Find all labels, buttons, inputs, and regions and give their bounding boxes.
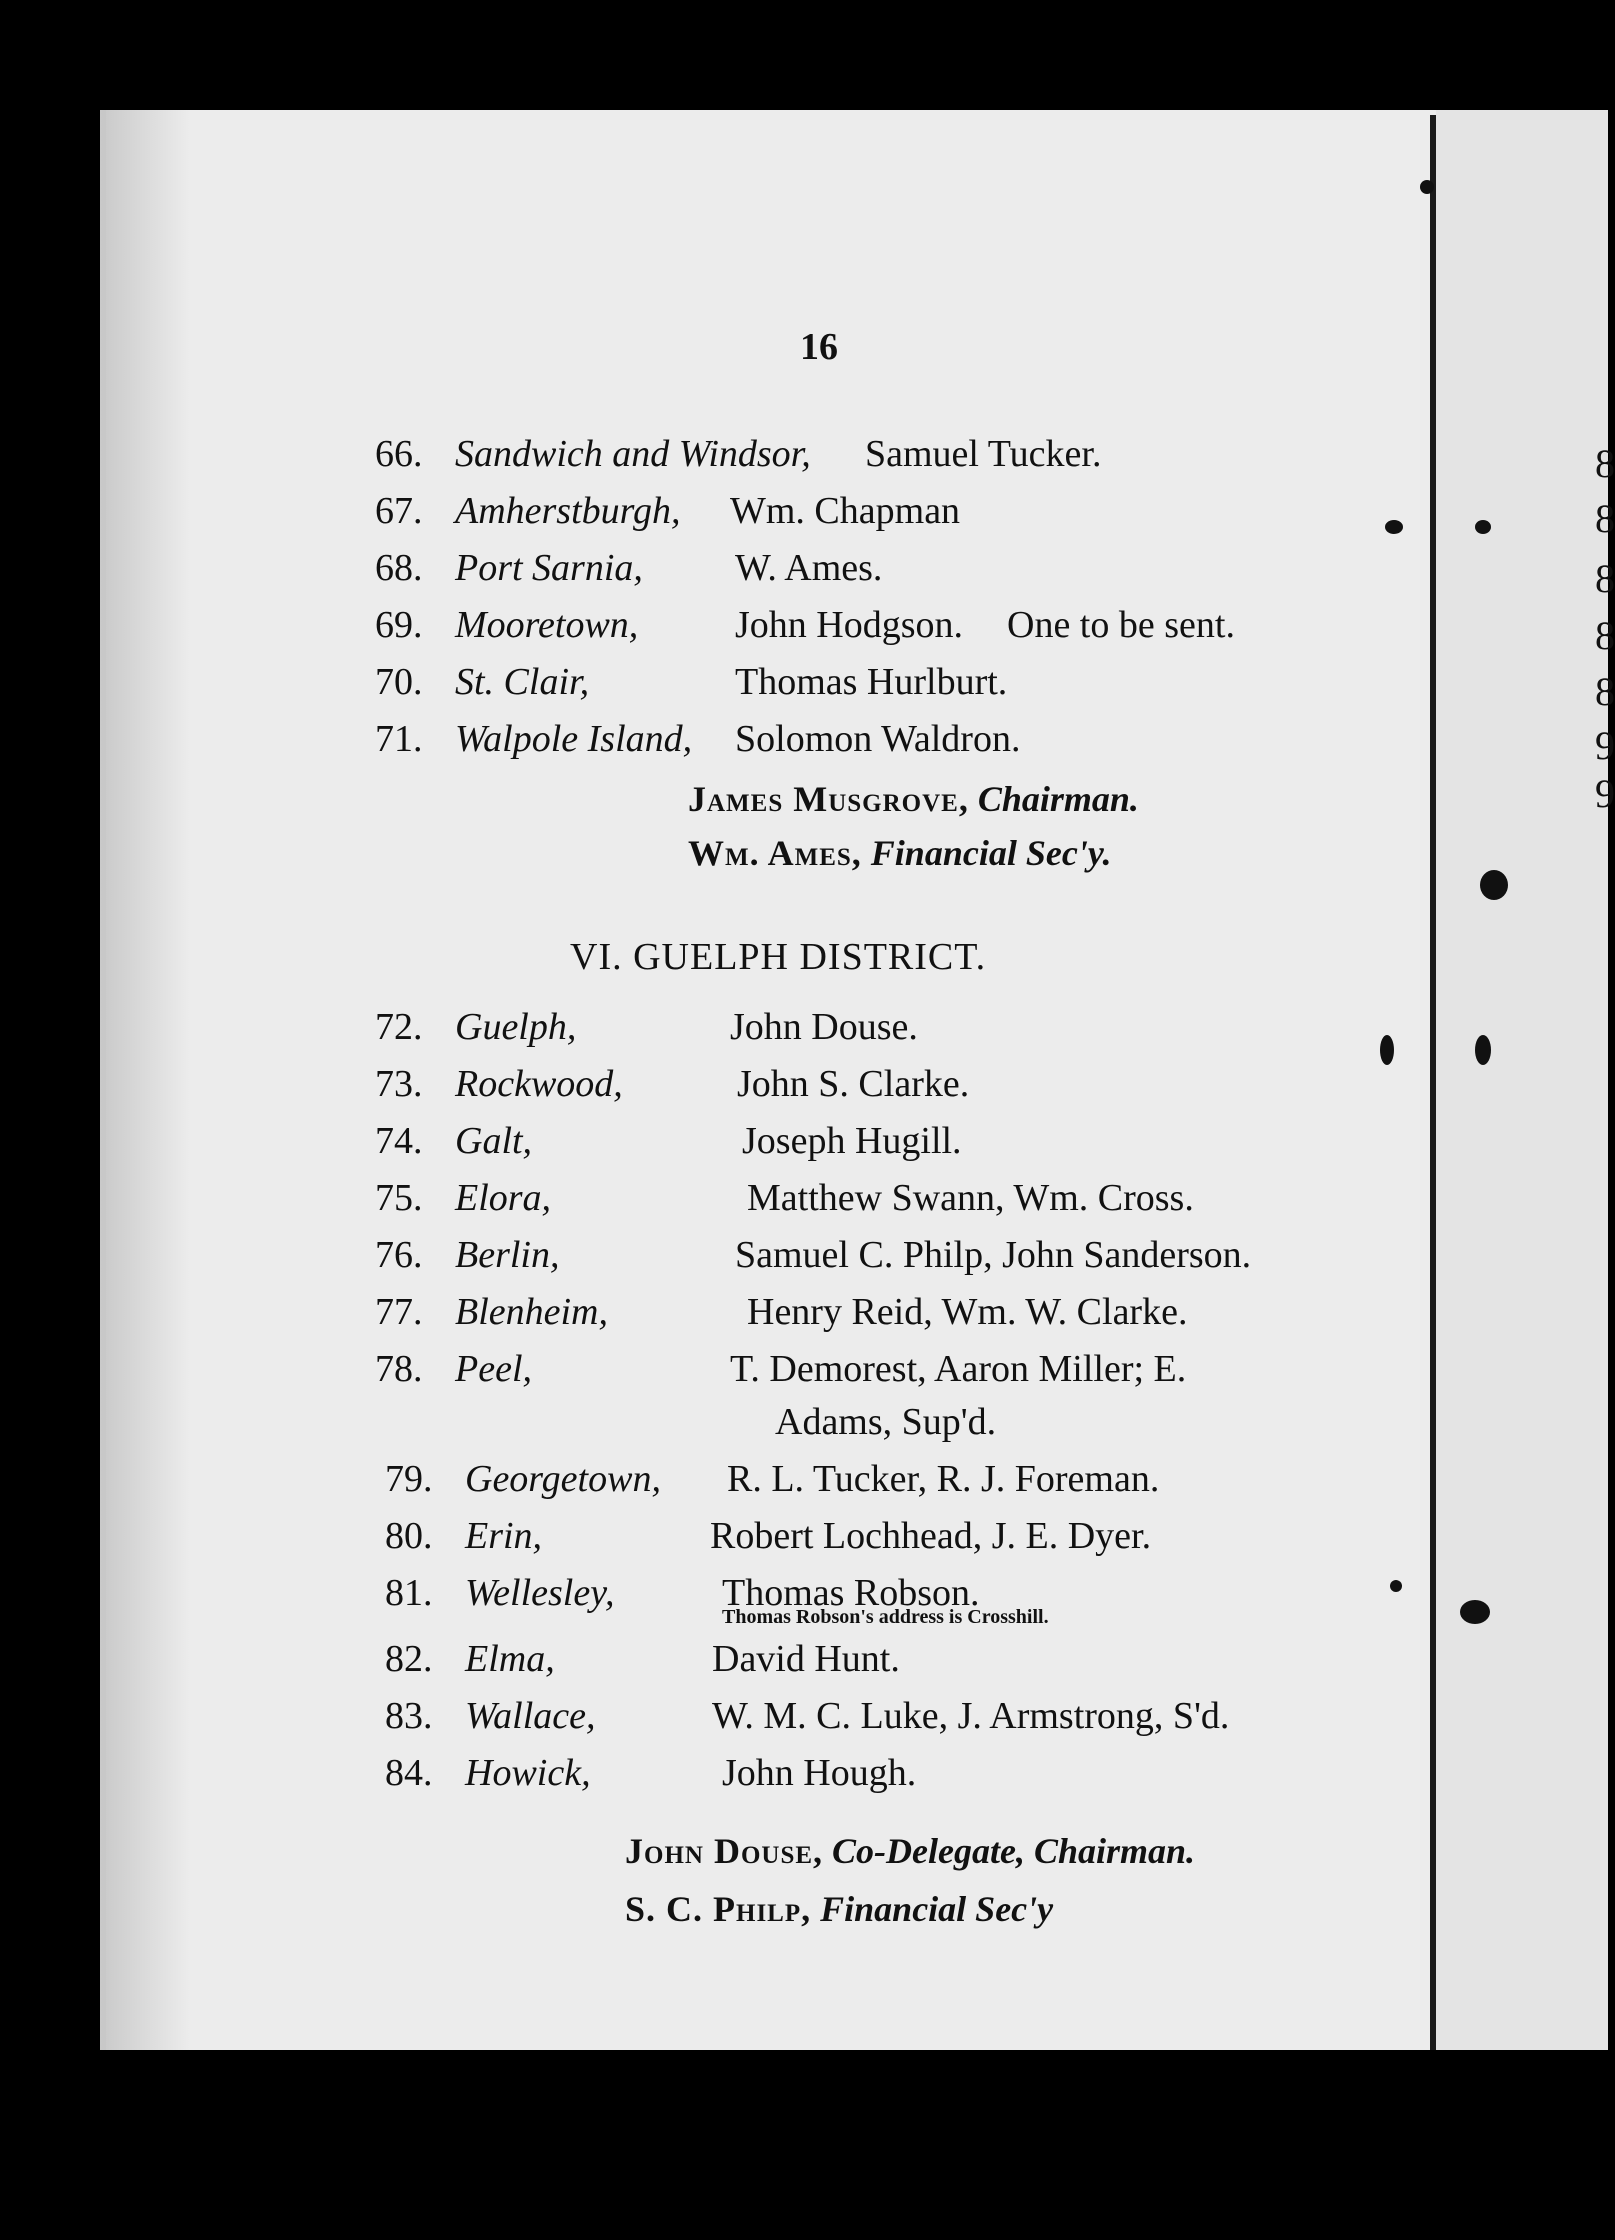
- entry-number: 70.: [375, 661, 423, 703]
- entry-number: 73.: [375, 1063, 423, 1105]
- secretary-signature: [688, 832, 1111, 874]
- list-item: [375, 1062, 1275, 1112]
- list-item: [375, 1005, 1275, 1055]
- entry-person: Wm. Chapman: [730, 490, 961, 532]
- entry-person: John Hough.: [722, 1752, 917, 1794]
- entry-place: Howick,: [465, 1752, 591, 1794]
- list-item: [375, 1176, 1275, 1226]
- entry-place: Wellesley,: [465, 1572, 615, 1614]
- entry-person: David Hunt.: [712, 1638, 900, 1680]
- section-heading: VI. GUELPH DISTRICT.: [570, 936, 987, 978]
- ink-spot: [1460, 1600, 1490, 1624]
- entry-person: Solomon Waldron.: [735, 718, 1021, 760]
- entry-number: 76.: [375, 1234, 423, 1276]
- entry-number: 80.: [385, 1515, 433, 1557]
- secretary-role: Financial Sec'y: [820, 1889, 1054, 1929]
- entry-number: 81.: [385, 1572, 433, 1614]
- entry-place: Amherstburgh,: [455, 490, 681, 532]
- entry-place: Galt,: [455, 1120, 533, 1162]
- list-item: [375, 489, 1275, 539]
- entry-person: Adams, Sup'd.: [775, 1401, 997, 1443]
- page-binding-shadow: [100, 110, 190, 2050]
- list-item: [375, 1119, 1275, 1169]
- entry-place: Erin,: [465, 1515, 543, 1557]
- facing-page-char: 9: [1595, 771, 1615, 816]
- ink-spot: [1480, 870, 1508, 900]
- entry-place: Guelph,: [455, 1006, 577, 1048]
- list-item: [375, 1233, 1295, 1283]
- entry-number: 69.: [375, 604, 423, 646]
- secretary-role: Financial Sec'y.: [870, 833, 1112, 873]
- facing-page-char: 8: [1595, 669, 1615, 714]
- entry-person: Henry Reid, Wm. W. Clarke.: [747, 1291, 1188, 1333]
- entry-person: Matthew Swann, Wm. Cross.: [747, 1177, 1194, 1219]
- list-item: [375, 432, 1275, 482]
- entry-person: Thomas Hurlburt.: [735, 661, 1008, 703]
- entry-number: 78.: [375, 1348, 423, 1390]
- entry-place: St. Clair,: [455, 661, 590, 703]
- chairman-role: Chairman.: [977, 779, 1139, 819]
- secretary-name: S. C. Philp,: [625, 1889, 812, 1929]
- entry-number: 77.: [375, 1291, 423, 1333]
- footnote: Thomas Robson's address is Crosshill.: [722, 1606, 1049, 1628]
- entry-person: John Hodgson.: [735, 604, 964, 646]
- list-item: [375, 546, 1275, 596]
- entry-number: 66.: [375, 433, 423, 475]
- facing-page-char: 8: [1595, 556, 1615, 601]
- entry-place: Peel,: [455, 1348, 533, 1390]
- list-item: [385, 1457, 1285, 1507]
- list-item: [375, 1290, 1295, 1340]
- entry-person: R. L. Tucker, R. J. Foreman.: [727, 1458, 1160, 1500]
- ink-spot: [1475, 520, 1491, 534]
- list-item-continuation: [375, 1400, 1275, 1450]
- entry-person: John Douse.: [730, 1006, 918, 1048]
- entry-note: One to be sent.: [1007, 604, 1235, 646]
- facing-page-char: 8: [1595, 613, 1615, 658]
- list-item: [385, 1751, 1285, 1801]
- list-item: [385, 1637, 1285, 1687]
- entry-person: Robert Lochhead, J. E. Dyer.: [710, 1515, 1152, 1557]
- entry-number: 83.: [385, 1695, 433, 1737]
- list-item: [375, 603, 1295, 653]
- list-item: [385, 1694, 1285, 1744]
- list-item: [375, 717, 1275, 767]
- entry-number: 71.: [375, 718, 423, 760]
- list-item: [375, 660, 1275, 710]
- ink-spot: [1380, 1035, 1394, 1065]
- entry-place: Elora,: [455, 1177, 552, 1219]
- entry-place: Elma,: [465, 1638, 555, 1680]
- chairman-name: James Musgrove,: [688, 779, 969, 819]
- list-item: [375, 1347, 1295, 1397]
- entry-number: 74.: [375, 1120, 423, 1162]
- entry-person: Thomas Robson.: [722, 1572, 980, 1614]
- entry-number: 75.: [375, 1177, 423, 1219]
- entry-person: T. Demorest, Aaron Miller; E.: [730, 1348, 1187, 1390]
- facing-page-char: 8: [1595, 496, 1615, 541]
- entry-person: Samuel Tucker.: [865, 433, 1102, 475]
- entry-person: W. Ames.: [735, 547, 883, 589]
- entry-place: Wallace,: [465, 1695, 596, 1737]
- entry-number: 79.: [385, 1458, 433, 1500]
- entry-place: Sandwich and Windsor,: [455, 433, 811, 475]
- secretary-name: Wm. Ames,: [688, 833, 862, 873]
- entry-place: Blenheim,: [455, 1291, 609, 1333]
- entry-place: Georgetown,: [465, 1458, 661, 1500]
- ink-spot: [1390, 1580, 1402, 1592]
- entry-number: 82.: [385, 1638, 433, 1680]
- ink-spot: [1475, 1035, 1491, 1065]
- entry-number: 67.: [375, 490, 423, 532]
- entry-person: W. M. C. Luke, J. Armstrong, S'd.: [712, 1695, 1230, 1737]
- entry-person: John S. Clarke.: [737, 1063, 970, 1105]
- facing-page-edge: [1436, 110, 1608, 2050]
- list-item: [385, 1514, 1285, 1564]
- entry-number: 84.: [385, 1752, 433, 1794]
- chairman-signature: [625, 1830, 1195, 1872]
- ink-spot: [1385, 520, 1403, 534]
- chairman-role: Co-Delegate, Chairman.: [832, 1831, 1196, 1871]
- entry-place: Rockwood,: [455, 1063, 623, 1105]
- entry-place: Mooretown,: [455, 604, 639, 646]
- entry-place: Port Sarnia,: [455, 547, 643, 589]
- secretary-signature: [625, 1888, 1053, 1930]
- facing-page-char: 8: [1595, 441, 1615, 486]
- chairman-name: John Douse,: [625, 1831, 824, 1871]
- ink-spot: [1420, 180, 1434, 194]
- chairman-signature: [688, 778, 1139, 820]
- entry-person: Samuel C. Philp, John Sanderson.: [735, 1234, 1252, 1276]
- page-number: 16: [800, 326, 838, 368]
- gutter-line: [1430, 115, 1436, 2050]
- entry-number: 72.: [375, 1006, 423, 1048]
- entry-number: 68.: [375, 547, 423, 589]
- facing-page-char: 9: [1595, 723, 1615, 768]
- entry-person: Joseph Hugill.: [742, 1120, 962, 1162]
- entry-place: Walpole Island,: [455, 718, 693, 760]
- entry-place: Berlin,: [455, 1234, 560, 1276]
